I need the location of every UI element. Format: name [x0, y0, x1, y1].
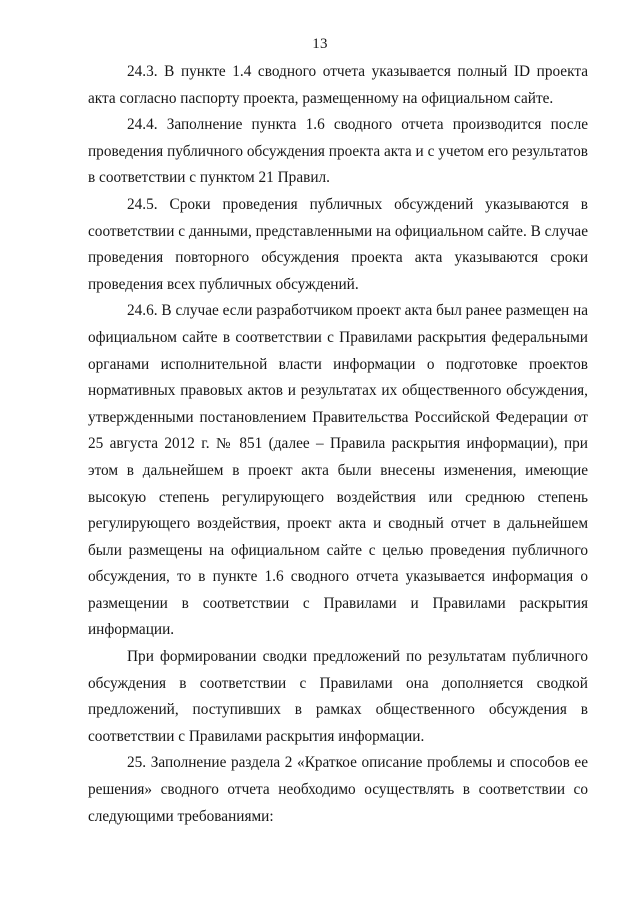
paragraph-24-6: 24.6. В случае если разработчиком проект акта был ранее размещен на официальном сайте в соответствии с Правилами раскрытия федеральными органами исполнительной власти информации о подготовке проектов нормативных правовых актов и результатах их общественного обсуждения, утвержденными постановлением Правительства Российской Федерации от 25 августа 2012 г. № 851 (далее – Правила раскрытия информации), при этом в дальнейшем в проект акта были внесены изменения, имеющие высокую степень регулирующего воздействия или среднюю степень регулирующего воздействия, проект акта и сводный отчет в дальнейшем были размещены на официальном сайте с целью проведения публичного обсуждения, то в пункте 1.6 сводного отчета указывается информация о размещении в соответствии с Правилами и Правилами раскрытия информации.: [88, 302, 588, 639]
document-body: [88, 59, 588, 830]
paragraph-24-5: 24.5. Сроки проведения публичных обсуждений указываются в соответствии с данными, представленными на официальном сайте. В случае проведения повторного обсуждения проекта акта указываются сроки проведения всех публичных обсуждений.: [88, 195, 588, 293]
paragraph-24-4: 24.4. Заполнение пункта 1.6 сводного отчета производится после проведения публичного обсуждения проекта акта и с учетом его результатов в соответствии с пунктом 21 Правил.: [88, 116, 588, 187]
page-number: 13: [312, 36, 328, 52]
paragraph-24-3: 24.3. В пункте 1.4 сводного отчета указывается полный ID проекта акта согласно паспорту проекта, размещенному на официальном сайте.: [88, 63, 588, 107]
paragraph-summary-proposals: При формировании сводки предложений по результатам публичного обсуждения в соответствии с Правилами она дополняется сводкой предложений, поступивших в рамках общественного обсуждения в соответствии с Правилами раскрытия информации.: [88, 648, 588, 745]
paragraph-25: 25. Заполнение раздела 2 «Краткое описание проблемы и способов ее решения» сводного отчета необходимо осуществлять в соответствии со следующими требованиями:: [88, 754, 588, 825]
